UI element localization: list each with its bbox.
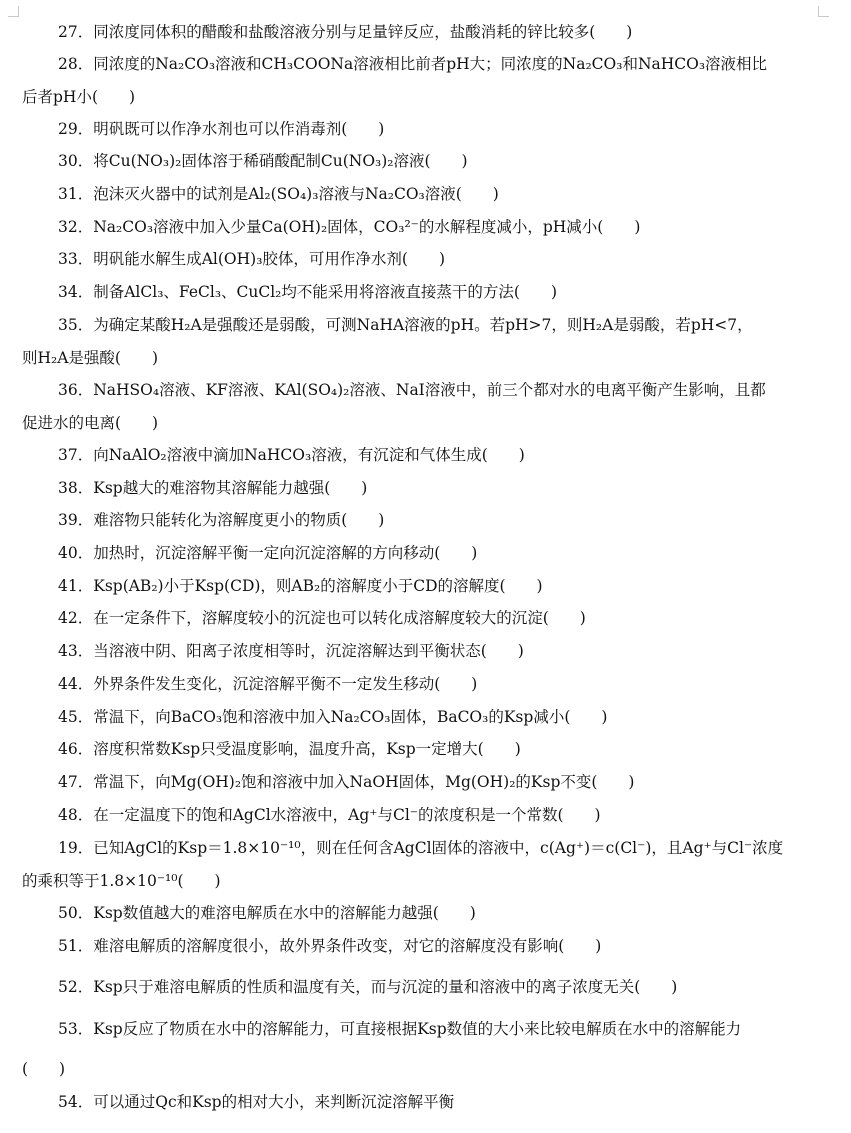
question-text: 泡沫灭火器中的试剂是Al₂(SO₄)₃溶液与Na₂CO₃溶液( ) <box>93 185 499 203</box>
question-number: 30． <box>58 152 94 170</box>
question-text: 明矾既可以作净水剂也可以作消毒剂( ) <box>93 120 385 138</box>
question-number: 19． <box>58 839 94 857</box>
question-52 <box>22 971 812 1004</box>
question-text: 明矾能水解生成Al(OH)₃胶体，可用作净水剂( ) <box>93 250 446 268</box>
question-text: Ksp(AB₂)小于Ksp(CD)，则AB₂的溶解度小于CD的溶解度( ) <box>93 577 543 595</box>
question-36 <box>22 374 812 440</box>
question-text: 外界条件发生变化，沉淀溶解平衡不一定发生移动( ) <box>93 675 478 693</box>
question-number: 51． <box>58 937 94 955</box>
question-number: 48． <box>58 806 94 824</box>
question-number: 41． <box>58 577 94 595</box>
question-text: 将Cu(NO₃)₂固体溶于稀硝酸配制Cu(NO₃)₂溶液( ) <box>93 152 468 170</box>
question-27 <box>22 16 812 49</box>
question-text: 在一定温度下的饱和AgCl水溶液中，Ag⁺与Cl⁻的浓度积是一个常数( ) <box>93 806 601 824</box>
question-text: 难溶物只能转化为溶解度更小的物质( ) <box>93 511 385 529</box>
question-33 <box>22 243 812 276</box>
question-40 <box>22 537 812 570</box>
question-text: 常温下，向Mg(OH)₂饱和溶液中加入NaOH固体，Mg(OH)₂的Ksp不变( ) <box>93 773 635 791</box>
question-46 <box>22 733 812 766</box>
question-number: 53． <box>58 1020 94 1038</box>
question-text-continued: 的乘积等于1.8×10⁻¹⁰( ) <box>22 872 221 890</box>
question-54 <box>22 1086 812 1119</box>
question-number: 38． <box>58 479 94 497</box>
question-19 <box>22 832 812 898</box>
question-number: 32． <box>58 218 94 236</box>
question-47 <box>22 766 812 799</box>
question-number: 28． <box>58 55 94 73</box>
question-text: 加热时，沉淀溶解平衡一定向沉淀溶解的方向移动( ) <box>93 544 478 562</box>
question-53 <box>22 1009 812 1089</box>
question-text: Ksp只于难溶电解质的性质和温度有关，而与沉淀的量和溶液中的离子浓度无关( ) <box>93 978 678 996</box>
question-43 <box>22 635 812 668</box>
question-35 <box>22 309 812 375</box>
question-42 <box>22 602 812 635</box>
question-number: 42． <box>58 609 94 627</box>
question-38 <box>22 472 812 505</box>
question-number: 54． <box>58 1093 94 1111</box>
question-text-continued: 则H₂A是强酸( ) <box>22 349 159 367</box>
question-41 <box>22 570 812 603</box>
question-number: 52． <box>58 978 94 996</box>
question-number: 34． <box>58 283 94 301</box>
question-text-continued: 促进水的电离( ) <box>22 414 159 432</box>
question-28 <box>22 48 812 114</box>
question-text: 可以通过Qc和Ksp的相对大小，来判断沉淀溶解平衡 <box>93 1093 455 1111</box>
question-text: 溶度积常数Ksp只受温度影响，温度升高，Ksp一定增大( ) <box>93 740 521 758</box>
question-39 <box>22 504 812 537</box>
page-corner-mark <box>818 6 829 17</box>
question-34 <box>22 276 812 309</box>
question-text: Ksp数值越大的难溶电解质在水中的溶解能力越强( ) <box>93 904 476 922</box>
question-32 <box>22 211 812 244</box>
question-text: 同浓度的Na₂CO₃溶液和CH₃COONa溶液相比前者pH大；同浓度的Na₂CO₃和NaHCO₃溶液相比 <box>93 55 768 73</box>
question-number: 43． <box>58 642 94 660</box>
question-text: Na₂CO₃溶液中加入少量Ca(OH)₂固体，CO₃²⁻的水解程度减小，pH减小( ) <box>93 218 641 236</box>
question-number: 44． <box>58 675 94 693</box>
question-text: 当溶液中阴、阳离子浓度相等时，沉淀溶解达到平衡状态( ) <box>93 642 524 660</box>
question-text: Ksp越大的难溶物其溶解能力越强( ) <box>93 479 368 497</box>
question-45 <box>22 701 812 734</box>
question-number: 46． <box>58 740 94 758</box>
question-number: 29． <box>58 120 94 138</box>
question-text-continued: 后者pH小( ) <box>22 88 136 106</box>
question-number: 47． <box>58 773 94 791</box>
question-number: 50． <box>58 904 94 922</box>
question-text-continued: ( ) <box>22 1060 66 1078</box>
question-50 <box>22 897 812 930</box>
question-text: 同浓度同体积的醋酸和盐酸溶液分别与足量锌反应，盐酸消耗的锌比较多( ) <box>93 23 633 41</box>
question-text: Ksp反应了物质在水中的溶解能力，可直接根据Ksp数值的大小来比较电解质在水中的溶解能力 <box>93 1020 742 1038</box>
question-number: 35． <box>58 316 94 334</box>
question-51 <box>22 930 812 963</box>
question-number: 36． <box>58 381 94 399</box>
question-number: 39． <box>58 511 94 529</box>
question-text: 在一定条件下，溶解度较小的沉淀也可以转化成溶解度较大的沉淀( ) <box>93 609 586 627</box>
question-29 <box>22 113 812 146</box>
question-text: 为确定某酸H₂A是强酸还是弱酸，可测NaHA溶液的pH。若pH>7，则H₂A是弱酸，若pH<7， <box>93 316 753 334</box>
question-48 <box>22 799 812 832</box>
question-number: 31． <box>58 185 94 203</box>
question-37 <box>22 439 812 472</box>
question-text: NaHSO₄溶液、KF溶液、KAl(SO₄)₂溶液、NaI溶液中，前三个都对水的电离平衡产生影响，且都 <box>93 381 766 399</box>
page-corner-mark <box>8 6 19 17</box>
question-44 <box>22 668 812 701</box>
question-number: 40． <box>58 544 94 562</box>
question-31 <box>22 178 812 211</box>
question-text: 常温下，向BaCO₃饱和溶液中加入Na₂CO₃固体，BaCO₃的Ksp减小( ) <box>93 708 608 726</box>
question-number: 45． <box>58 708 94 726</box>
question-text: 向NaAlO₂溶液中滴加NaHCO₃溶液，有沉淀和气体生成( ) <box>93 446 525 464</box>
question-number: 27． <box>58 23 94 41</box>
question-number: 33． <box>58 250 94 268</box>
question-number: 37． <box>58 446 94 464</box>
question-text: 已知AgCl的Ksp＝1.8×10⁻¹⁰，则在任何含AgCl固体的溶液中，c(Ag⁺)＝c(Cl⁻)，且Ag⁺与Cl⁻浓度 <box>93 839 784 857</box>
question-text: 制备AlCl₃、FeCl₃、CuCl₂均不能采用将溶液直接蒸干的方法( ) <box>93 283 557 301</box>
question-text: 难溶电解质的溶解度很小，故外界条件改变，对它的溶解度没有影响( ) <box>93 937 602 955</box>
question-30 <box>22 145 812 178</box>
